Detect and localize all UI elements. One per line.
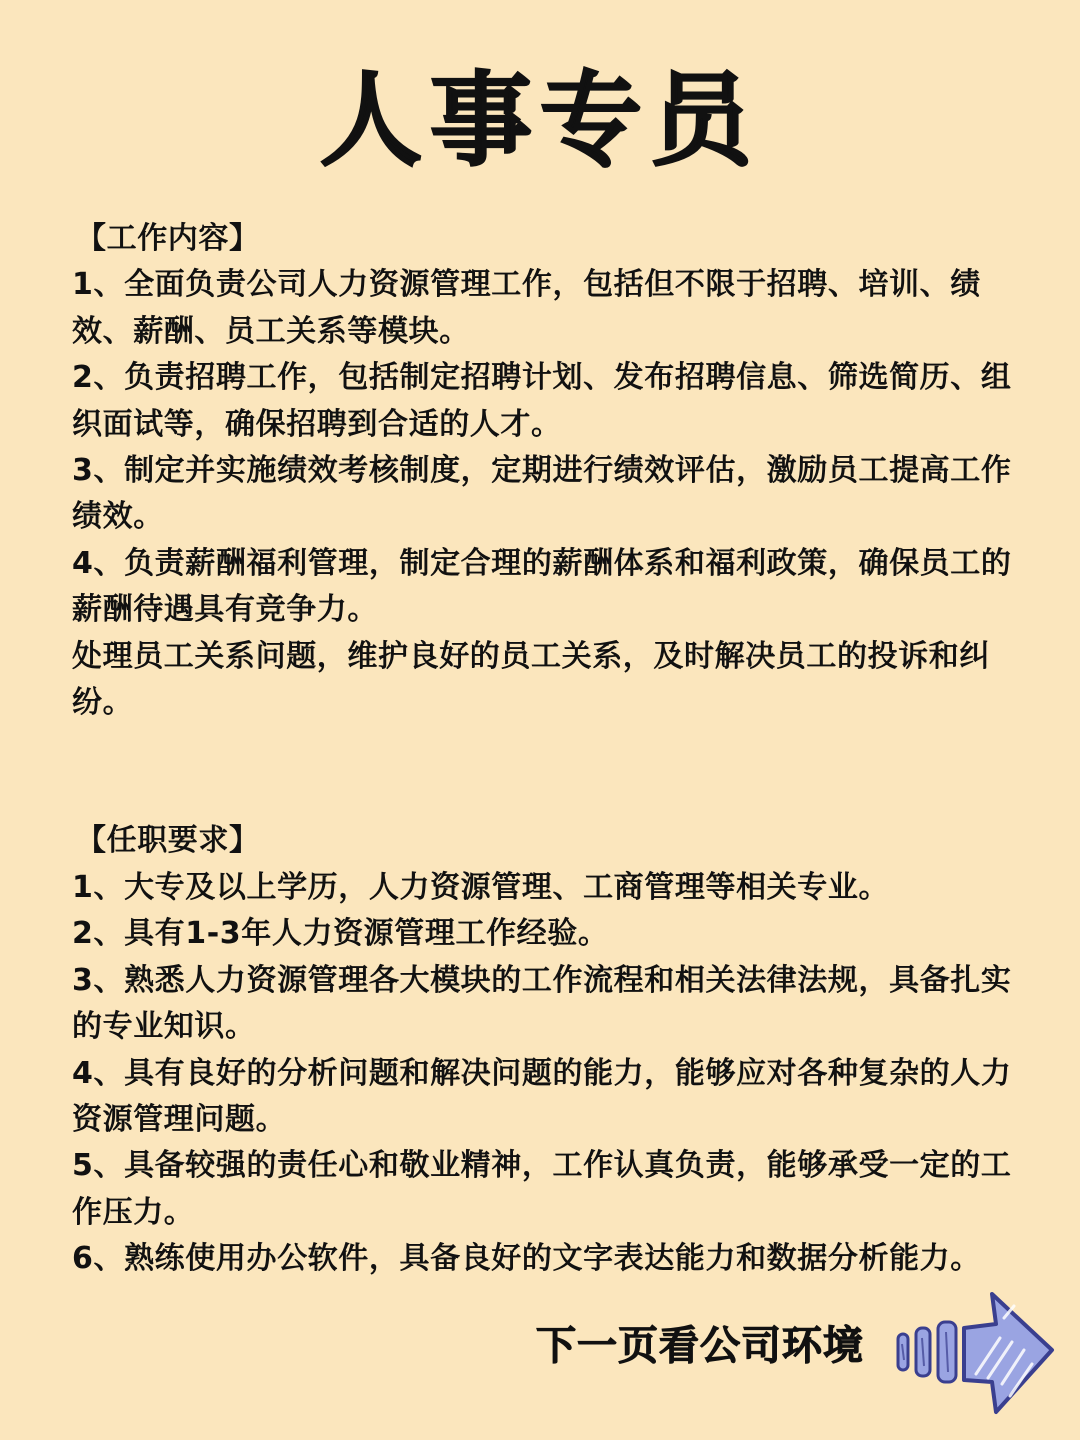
job-content-item: 4、负责薪酬福利管理，制定合理的薪酬体系和福利政策，确保员工的薪酬待遇具有竞争力。 (72, 545, 1012, 628)
requirement-item: 3、熟悉人力资源管理各大模块的工作流程和相关法律法规，具备扎实的专业知识。 (72, 962, 1012, 1045)
section-heading-requirements: 【任职要求】 (76, 823, 260, 859)
right-arrow-icon[interactable] (892, 1288, 1060, 1420)
job-content-item: 1、全面负责公司人力资源管理工作，包括但不限于招聘、培训、绩效、薪酬、员工关系等模块。 (72, 267, 981, 349)
requirement-item: 6、熟练使用办公软件，具备良好的文字表达能力和数据分析能力。 (72, 1241, 981, 1277)
job-content-item: 2、负责招聘工作，包括制定招聘计划、发布招聘信息、筛选简历、组织面试等，确保招聘到合适的人才。 (72, 360, 1012, 442)
page-title: 人事专员 (320, 62, 760, 181)
job-content-item: 处理员工关系问题，维护良好的员工关系，及时解决员工的投诉和纠纷。 (72, 638, 990, 721)
job-description (72, 216, 1012, 1283)
section-heading-job-content: 【工作内容】 (76, 221, 260, 256)
requirement-item: 2、具有1-3年人力资源管理工作经验。 (72, 916, 609, 952)
section-spacer (72, 726, 1012, 818)
requirement-item: 1、大专及以上学历，人力资源管理、工商管理等相关专业。 (72, 869, 890, 905)
job-content-item: 3、制定并实施绩效考核制度，定期进行绩效评估，激励员工提高工作绩效。 (72, 453, 1012, 535)
next-page-hint[interactable]: 下一页看公司环境 (536, 1323, 864, 1369)
requirement-item: 5、具备较强的责任心和敬业精神，工作认真负责，能够承受一定的工作压力。 (72, 1148, 1012, 1230)
requirement-item: 4、具有良好的分析问题和解决问题的能力，能够应对各种复杂的人力资源管理问题。 (72, 1055, 1012, 1137)
job-content-list (72, 262, 1012, 726)
requirements-list (72, 865, 1012, 1283)
